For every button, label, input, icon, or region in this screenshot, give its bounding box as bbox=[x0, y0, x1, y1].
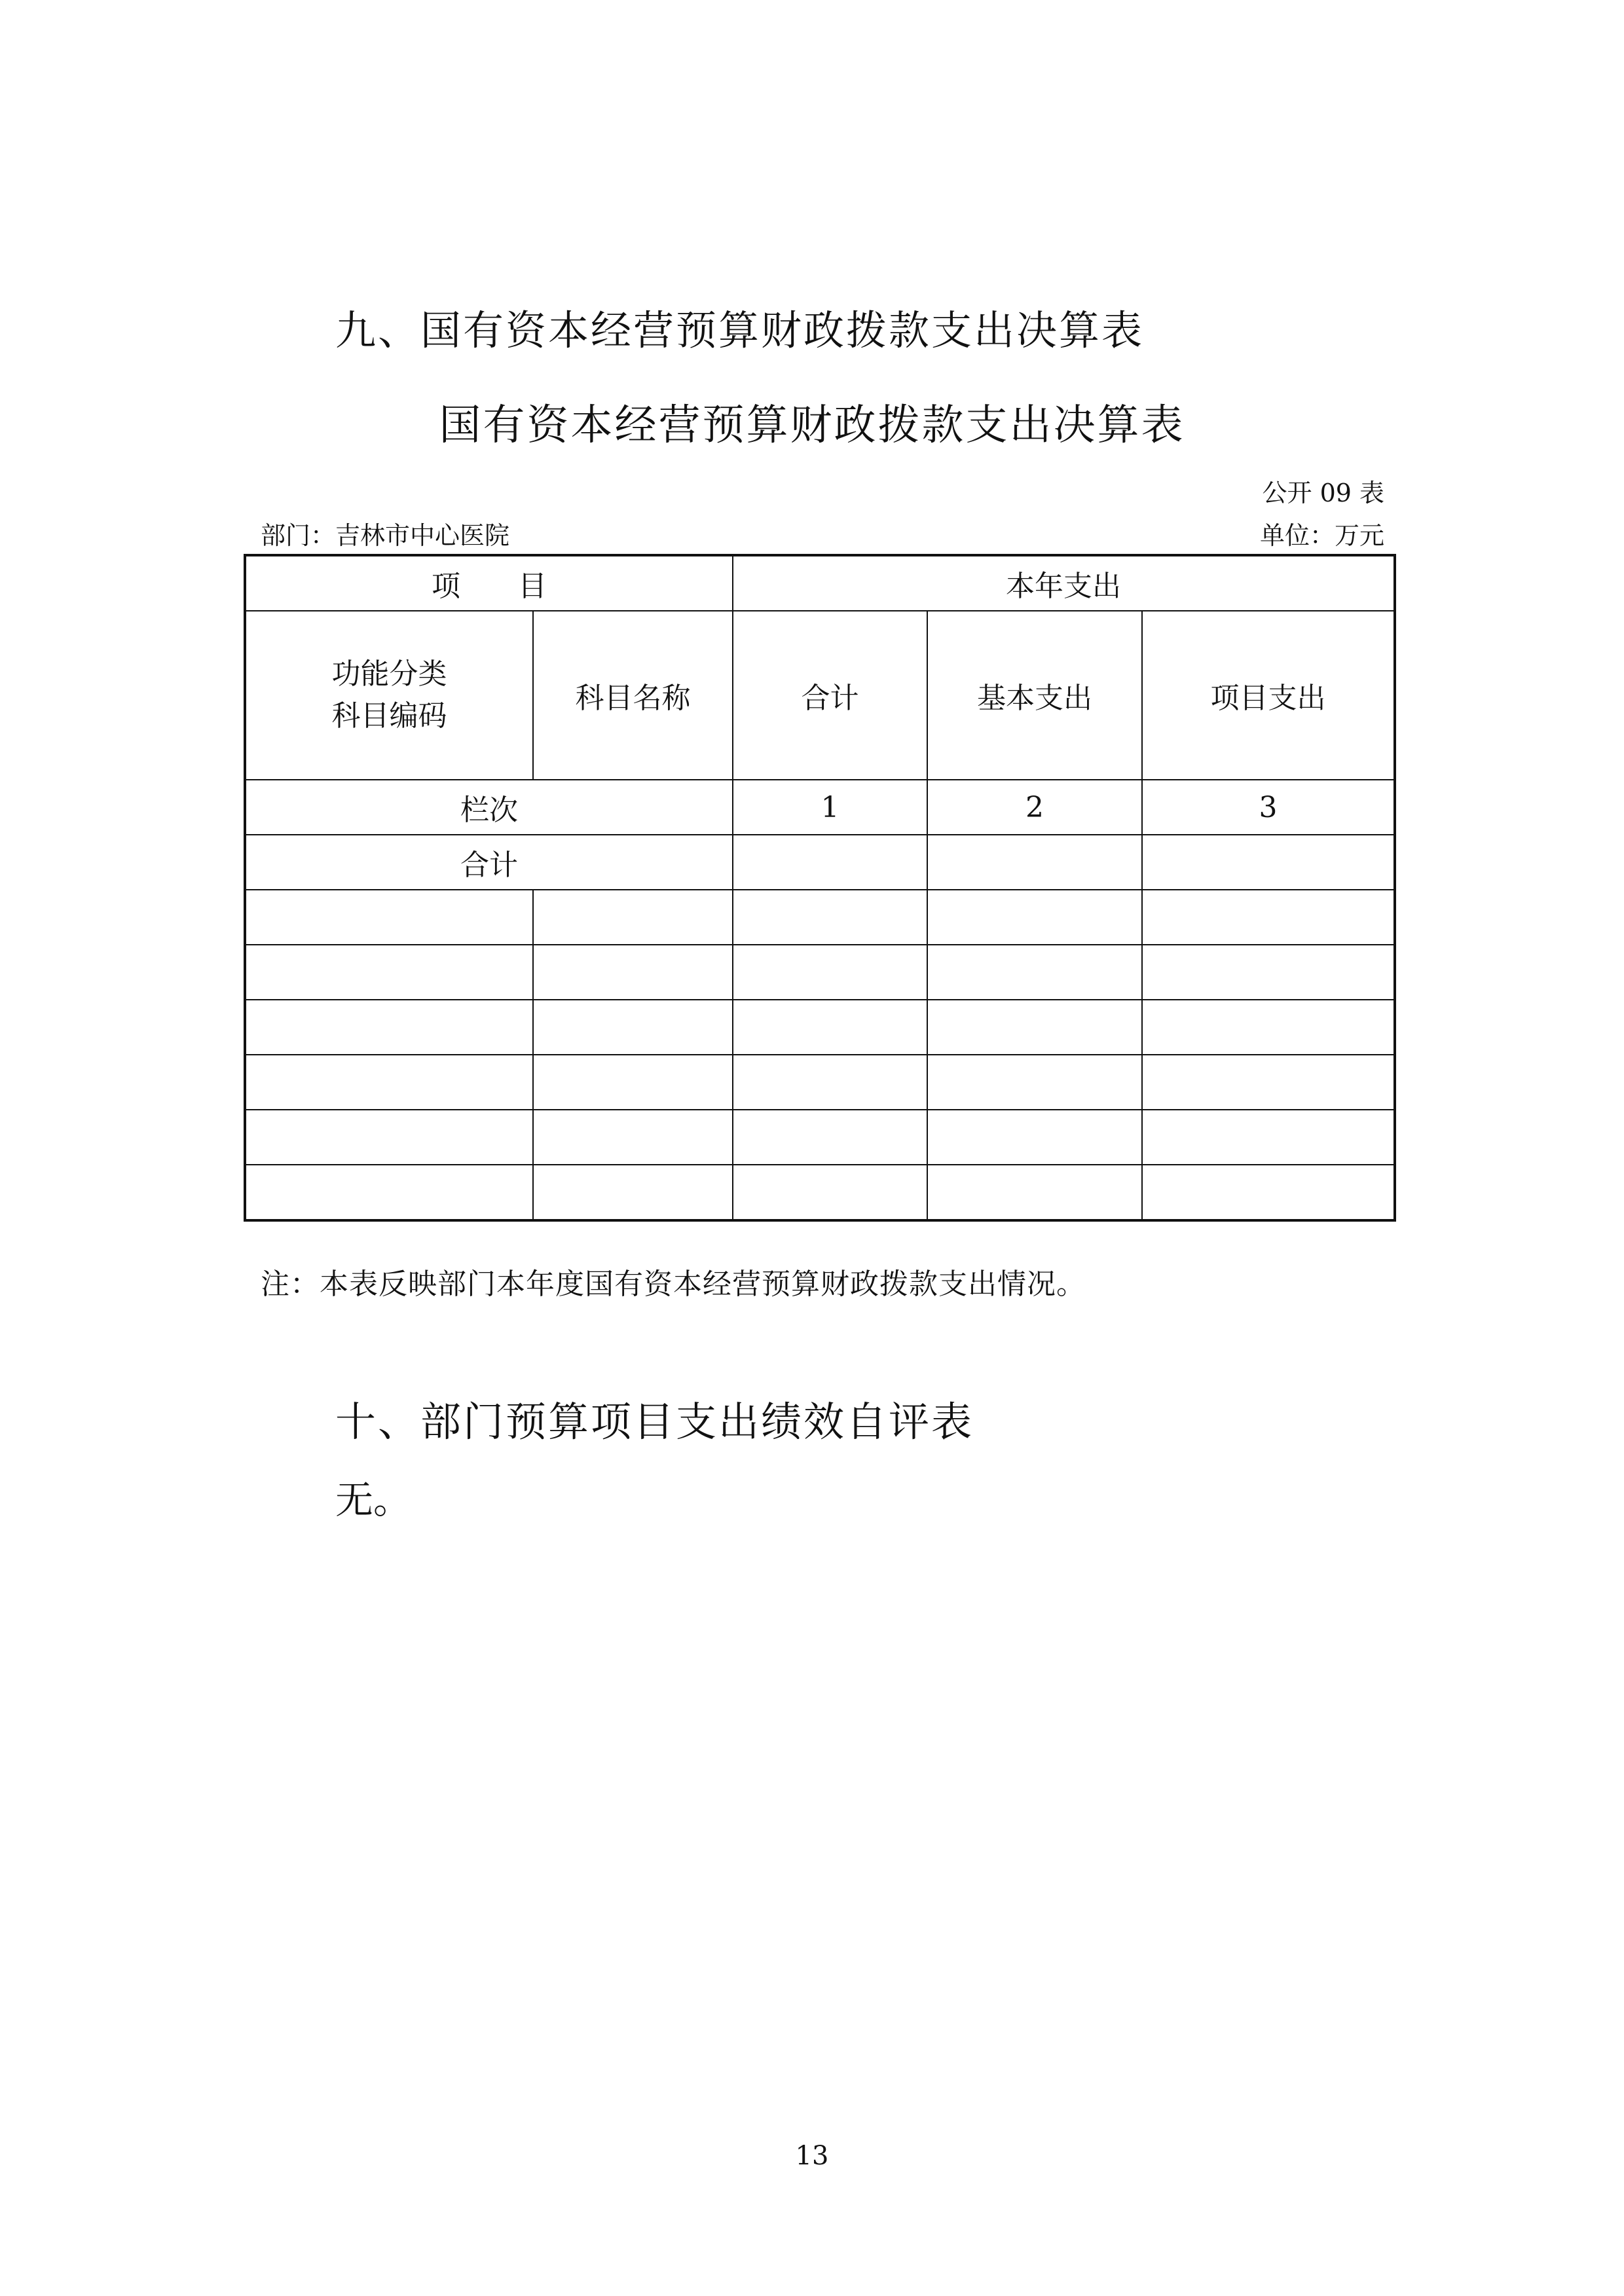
table-cell bbox=[245, 890, 533, 945]
unit-label: 单位：万元 bbox=[1259, 521, 1384, 550]
total-cell bbox=[733, 835, 927, 890]
table-cell bbox=[245, 1055, 533, 1110]
section-10-body: 无。 bbox=[335, 1478, 412, 1522]
table-cell bbox=[927, 945, 1142, 1000]
table-index-row bbox=[245, 780, 1395, 835]
header-current-year: 本年支出 bbox=[733, 555, 1395, 611]
table-row bbox=[245, 1055, 1395, 1110]
department-label: 部门：吉林市中心医院 bbox=[261, 521, 510, 550]
table-cell bbox=[927, 890, 1142, 945]
table-cell bbox=[927, 1110, 1142, 1165]
header-function-code-line1: 功能分类 bbox=[331, 657, 447, 691]
header-project: 项 目 bbox=[245, 555, 733, 611]
index-3: 3 bbox=[1142, 780, 1395, 835]
table-cell bbox=[733, 945, 927, 1000]
page-number: 13 bbox=[795, 2141, 829, 2171]
form-number: 公开 09 表 bbox=[1262, 479, 1384, 507]
header-project-expenditure: 项目支出 bbox=[1142, 611, 1395, 780]
table-note: 注：本表反映部门本年度国有资本经营预算财政拨款支出情况。 bbox=[261, 1267, 1086, 1301]
table-row bbox=[245, 945, 1395, 1000]
header-function-code-line2: 科目编码 bbox=[331, 699, 447, 733]
table-cell bbox=[533, 1055, 733, 1110]
header-subject-name: 科目名称 bbox=[533, 611, 733, 780]
table-cell bbox=[533, 1000, 733, 1055]
table-cell bbox=[733, 890, 927, 945]
table-cell bbox=[927, 1000, 1142, 1055]
table-cell bbox=[927, 1055, 1142, 1110]
table-cell bbox=[733, 1110, 927, 1165]
header-basic-expenditure: 基本支出 bbox=[927, 611, 1142, 780]
table-cell bbox=[1142, 1000, 1395, 1055]
section-10-heading: 十、部门预算项目支出绩效自评表 bbox=[335, 1398, 974, 1446]
table-total-row bbox=[245, 835, 1395, 890]
table-header-row bbox=[245, 555, 1395, 611]
table-cell bbox=[245, 1000, 533, 1055]
table-cell bbox=[733, 1000, 927, 1055]
table-cell bbox=[733, 1165, 927, 1220]
table-cell bbox=[533, 1165, 733, 1220]
table-cell bbox=[245, 1165, 533, 1220]
header-total: 合计 bbox=[733, 611, 927, 780]
table-title: 国有资本经营预算财政拨款支出决算表 bbox=[439, 401, 1185, 450]
total-cell bbox=[927, 835, 1142, 890]
table-cell bbox=[533, 890, 733, 945]
index-2: 2 bbox=[927, 780, 1142, 835]
table-cell bbox=[1142, 1110, 1395, 1165]
table-cell bbox=[245, 1110, 533, 1165]
table-cell bbox=[245, 945, 533, 1000]
table-cell bbox=[1142, 1055, 1395, 1110]
table-cell bbox=[533, 1110, 733, 1165]
index-1: 1 bbox=[733, 780, 927, 835]
table-cell bbox=[1142, 945, 1395, 1000]
header-function-code bbox=[245, 611, 533, 780]
table-cell bbox=[1142, 1165, 1395, 1220]
section-9-heading: 九、国有资本经营预算财政拨款支出决算表 bbox=[335, 306, 1145, 354]
table-cell bbox=[533, 945, 733, 1000]
total-cell bbox=[1142, 835, 1395, 890]
expenditure-table bbox=[244, 554, 1396, 1222]
table-row bbox=[245, 1000, 1395, 1055]
table-row bbox=[245, 1165, 1395, 1220]
total-label: 合计 bbox=[245, 835, 733, 890]
table-row bbox=[245, 890, 1395, 945]
table-row bbox=[245, 1110, 1395, 1165]
index-label: 栏次 bbox=[245, 780, 733, 835]
table-cell bbox=[1142, 890, 1395, 945]
table-cell bbox=[733, 1055, 927, 1110]
table-subheader-row bbox=[245, 611, 1395, 780]
table-cell bbox=[927, 1165, 1142, 1220]
